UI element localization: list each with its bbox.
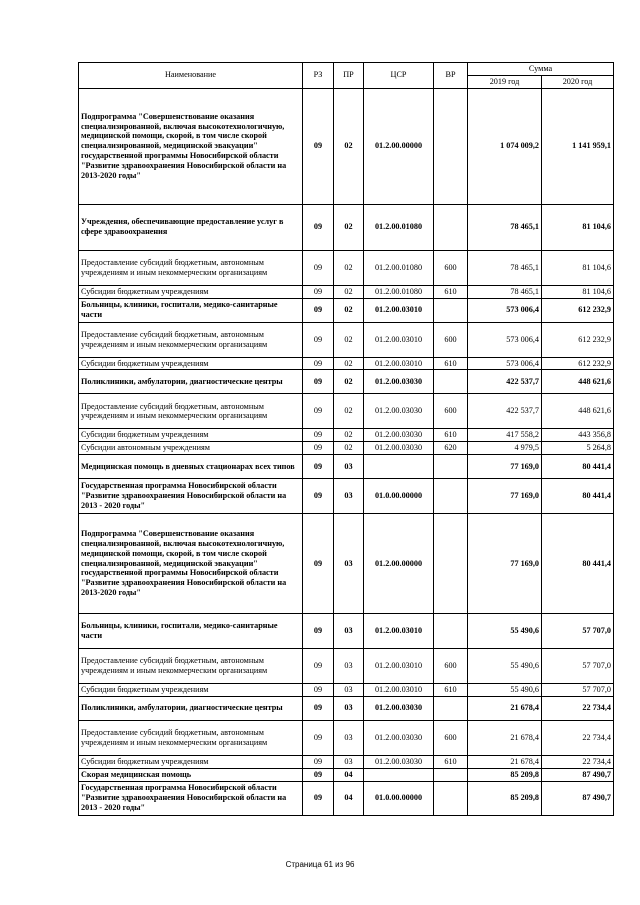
cell-csr: 01.2.00.01080 — [364, 204, 434, 250]
cell-pr: 03 — [334, 455, 364, 479]
table-row — [79, 781, 614, 815]
cell-sum-2019: 21 678,4 — [468, 696, 542, 720]
cell-sum-2019: 55 490,6 — [468, 649, 542, 684]
cell-csr: 01.2.00.03030 — [364, 394, 434, 429]
cell-name: Субсидии бюджетным учреждениям — [79, 357, 303, 370]
cell-rz: 09 — [303, 781, 334, 815]
cell-vr — [434, 479, 468, 514]
cell-vr: 610 — [434, 285, 468, 298]
cell-sum-2019: 573 006,4 — [468, 322, 542, 357]
cell-vr: 600 — [434, 322, 468, 357]
cell-csr: 01.2.00.03030 — [364, 442, 434, 455]
cell-sum-2019: 55 490,6 — [468, 684, 542, 697]
cell-pr: 04 — [334, 781, 364, 815]
cell-rz: 09 — [303, 720, 334, 755]
cell-csr: 01.2.00.03010 — [364, 357, 434, 370]
cell-pr: 02 — [334, 88, 364, 204]
cell-pr: 03 — [334, 649, 364, 684]
cell-sum-2020: 57 707,0 — [542, 684, 614, 697]
cell-name: Субсидии бюджетным учреждениям — [79, 285, 303, 298]
table-row — [79, 394, 614, 429]
cell-csr: 01.2.00.03010 — [364, 298, 434, 322]
cell-name: Предоставление субсидий бюджетным, автономным учреждениям и иным некоммерческим организациям — [79, 394, 303, 429]
table-row — [79, 250, 614, 285]
cell-name: Государственная программа Новосибирской области "Развитие здравоохранения Новосибирской области на 2013 - 2020 годы" — [79, 781, 303, 815]
table-row — [79, 88, 614, 204]
header-csr: ЦСР — [364, 63, 434, 89]
cell-rz: 09 — [303, 357, 334, 370]
cell-sum-2019: 573 006,4 — [468, 298, 542, 322]
cell-sum-2020: 448 621,6 — [542, 370, 614, 394]
cell-csr: 01.2.00.03030 — [364, 755, 434, 768]
cell-sum-2020: 443 356,8 — [542, 429, 614, 442]
table-row — [79, 204, 614, 250]
cell-pr: 03 — [334, 720, 364, 755]
cell-sum-2019: 55 490,6 — [468, 614, 542, 649]
cell-sum-2020: 81 104,6 — [542, 285, 614, 298]
cell-vr — [434, 781, 468, 815]
cell-vr — [434, 204, 468, 250]
header-year-2020: 2020 год — [542, 75, 614, 88]
cell-name: Подпрограмма "Совершенствование оказания специализированной, включая высокотехнологичную, медицинской помощи, скорой, в том числе скорой специализированной, медицинской эвакуации" государственной программы Новосибирской области "Развитие здравоохранения Новосибирской области на 2013-2020 годы" — [79, 88, 303, 204]
table-row — [79, 455, 614, 479]
cell-vr: 610 — [434, 429, 468, 442]
cell-vr — [434, 514, 468, 614]
cell-vr: 600 — [434, 250, 468, 285]
cell-sum-2020: 87 490,7 — [542, 768, 614, 781]
table-row — [79, 357, 614, 370]
cell-sum-2020: 22 734,4 — [542, 696, 614, 720]
cell-rz: 09 — [303, 479, 334, 514]
cell-sum-2019: 85 209,8 — [468, 768, 542, 781]
cell-name: Медицинская помощь в дневных стационарах всех типов — [79, 455, 303, 479]
cell-sum-2020: 612 232,9 — [542, 322, 614, 357]
cell-pr: 02 — [334, 298, 364, 322]
table-row — [79, 755, 614, 768]
cell-pr: 02 — [334, 429, 364, 442]
cell-csr — [364, 455, 434, 479]
cell-sum-2019: 77 169,0 — [468, 455, 542, 479]
cell-name: Предоставление субсидий бюджетным, автономным учреждениям и иным некоммерческим организациям — [79, 250, 303, 285]
cell-vr: 600 — [434, 720, 468, 755]
cell-csr: 01.2.00.01080 — [364, 250, 434, 285]
cell-rz: 09 — [303, 649, 334, 684]
cell-csr: 01.2.00.03010 — [364, 649, 434, 684]
cell-vr — [434, 614, 468, 649]
cell-csr: 01.2.00.00000 — [364, 514, 434, 614]
table-row — [79, 720, 614, 755]
cell-pr: 02 — [334, 322, 364, 357]
cell-name: Больницы, клиники, госпитали, медико-санитарные части — [79, 298, 303, 322]
table-row — [79, 614, 614, 649]
cell-csr: 01.0.00.00000 — [364, 479, 434, 514]
cell-sum-2019: 77 169,0 — [468, 514, 542, 614]
cell-rz: 09 — [303, 285, 334, 298]
cell-sum-2019: 4 979,5 — [468, 442, 542, 455]
cell-sum-2020: 612 232,9 — [542, 298, 614, 322]
cell-sum-2020: 448 621,6 — [542, 394, 614, 429]
cell-csr: 01.2.00.03030 — [364, 720, 434, 755]
header-name: Наименование — [79, 63, 303, 89]
table-row — [79, 285, 614, 298]
cell-rz: 09 — [303, 455, 334, 479]
cell-pr: 02 — [334, 250, 364, 285]
cell-rz: 09 — [303, 429, 334, 442]
cell-name: Государственная программа Новосибирской области "Развитие здравоохранения Новосибирской области на 2013 - 2020 годы" — [79, 479, 303, 514]
cell-csr: 01.2.00.00000 — [364, 88, 434, 204]
cell-name: Предоставление субсидий бюджетным, автономным учреждениям и иным некоммерческим организациям — [79, 649, 303, 684]
cell-pr: 03 — [334, 696, 364, 720]
cell-sum-2019: 78 465,1 — [468, 204, 542, 250]
cell-pr: 03 — [334, 614, 364, 649]
cell-csr: 01.2.00.03030 — [364, 429, 434, 442]
cell-pr: 02 — [334, 394, 364, 429]
cell-sum-2019: 78 465,1 — [468, 250, 542, 285]
cell-rz: 09 — [303, 768, 334, 781]
cell-sum-2019: 21 678,4 — [468, 755, 542, 768]
table-row — [79, 479, 614, 514]
cell-csr: 01.0.00.00000 — [364, 781, 434, 815]
cell-vr — [434, 455, 468, 479]
table-row — [79, 696, 614, 720]
cell-vr — [434, 298, 468, 322]
cell-csr: 01.2.00.03010 — [364, 684, 434, 697]
cell-rz: 09 — [303, 370, 334, 394]
cell-name: Больницы, клиники, госпитали, медико-санитарные части — [79, 614, 303, 649]
table-row — [79, 442, 614, 455]
cell-name: Предоставление субсидий бюджетным, автономным учреждениям и иным некоммерческим организациям — [79, 322, 303, 357]
table-row — [79, 514, 614, 614]
cell-csr: 01.2.00.01080 — [364, 285, 434, 298]
cell-csr: 01.2.00.03030 — [364, 370, 434, 394]
table-row — [79, 684, 614, 697]
table-row — [79, 322, 614, 357]
cell-name: Субсидии автономным учреждениям — [79, 442, 303, 455]
cell-rz: 09 — [303, 88, 334, 204]
cell-sum-2020: 612 232,9 — [542, 357, 614, 370]
cell-rz: 09 — [303, 684, 334, 697]
header-vr: ВР — [434, 63, 468, 89]
cell-rz: 09 — [303, 322, 334, 357]
cell-name: Предоставление субсидий бюджетным, автономным учреждениям и иным некоммерческим организациям — [79, 720, 303, 755]
cell-sum-2019: 85 209,8 — [468, 781, 542, 815]
cell-sum-2020: 80 441,4 — [542, 514, 614, 614]
cell-sum-2020: 22 734,4 — [542, 720, 614, 755]
cell-sum-2020: 81 104,6 — [542, 250, 614, 285]
cell-csr — [364, 768, 434, 781]
cell-name: Поликлиники, амбулатории, диагностические центры — [79, 696, 303, 720]
cell-rz: 09 — [303, 442, 334, 455]
header-sum: Сумма — [468, 63, 614, 76]
cell-sum-2020: 1 141 959,1 — [542, 88, 614, 204]
cell-sum-2020: 80 441,4 — [542, 479, 614, 514]
cell-name: Субсидии бюджетным учреждениям — [79, 684, 303, 697]
cell-sum-2019: 21 678,4 — [468, 720, 542, 755]
cell-sum-2020: 80 441,4 — [542, 455, 614, 479]
table-row — [79, 370, 614, 394]
cell-sum-2020: 81 104,6 — [542, 204, 614, 250]
cell-name: Скорая медицинская помощь — [79, 768, 303, 781]
cell-sum-2019: 422 537,7 — [468, 394, 542, 429]
cell-rz: 09 — [303, 250, 334, 285]
cell-pr: 02 — [334, 204, 364, 250]
cell-csr: 01.2.00.03010 — [364, 614, 434, 649]
cell-sum-2020: 87 490,7 — [542, 781, 614, 815]
page-number: Страница 61 из 96 — [285, 860, 355, 869]
table-row — [79, 768, 614, 781]
table-row — [79, 298, 614, 322]
cell-name: Субсидии бюджетным учреждениям — [79, 429, 303, 442]
cell-rz: 09 — [303, 755, 334, 768]
table-body — [79, 88, 614, 815]
cell-pr: 03 — [334, 514, 364, 614]
cell-csr: 01.2.00.03030 — [364, 696, 434, 720]
cell-pr: 03 — [334, 684, 364, 697]
cell-rz: 09 — [303, 394, 334, 429]
budget-table — [78, 62, 614, 816]
cell-rz: 09 — [303, 696, 334, 720]
cell-sum-2020: 22 734,4 — [542, 755, 614, 768]
cell-sum-2020: 5 264,8 — [542, 442, 614, 455]
cell-sum-2019: 422 537,7 — [468, 370, 542, 394]
cell-pr: 02 — [334, 357, 364, 370]
cell-vr: 610 — [434, 755, 468, 768]
cell-sum-2019: 78 465,1 — [468, 285, 542, 298]
cell-csr: 01.2.00.03010 — [364, 322, 434, 357]
cell-vr: 610 — [434, 684, 468, 697]
header-pr: ПР — [334, 63, 364, 89]
cell-name: Поликлиники, амбулатории, диагностические центры — [79, 370, 303, 394]
cell-pr: 03 — [334, 755, 364, 768]
cell-sum-2020: 57 707,0 — [542, 614, 614, 649]
cell-vr — [434, 88, 468, 204]
cell-pr: 04 — [334, 768, 364, 781]
table-header — [79, 63, 614, 89]
table-row — [79, 649, 614, 684]
cell-sum-2019: 77 169,0 — [468, 479, 542, 514]
cell-vr — [434, 370, 468, 394]
header-rz: РЗ — [303, 63, 334, 89]
cell-rz: 09 — [303, 298, 334, 322]
cell-pr: 02 — [334, 442, 364, 455]
cell-vr — [434, 768, 468, 781]
cell-vr: 600 — [434, 649, 468, 684]
cell-rz: 09 — [303, 204, 334, 250]
cell-vr: 620 — [434, 442, 468, 455]
cell-name: Подпрограмма "Совершенствование оказания специализированной, включая высокотехнологичную, медицинской помощи, скорой, в том числе скорой специализированной, медицинской эвакуации" государственной программы Новосибирской области "Развитие здравоохранения Новосибирской области на 2013-2020 годы" — [79, 514, 303, 614]
cell-vr — [434, 696, 468, 720]
cell-sum-2019: 417 558,2 — [468, 429, 542, 442]
cell-pr: 02 — [334, 285, 364, 298]
cell-vr: 600 — [434, 394, 468, 429]
cell-name: Субсидии бюджетным учреждениям — [79, 755, 303, 768]
table-row — [79, 429, 614, 442]
cell-vr: 610 — [434, 357, 468, 370]
cell-rz: 09 — [303, 614, 334, 649]
cell-sum-2019: 573 006,4 — [468, 357, 542, 370]
cell-pr: 02 — [334, 370, 364, 394]
header-year-2019: 2019 год — [468, 75, 542, 88]
cell-sum-2019: 1 074 009,2 — [468, 88, 542, 204]
cell-name: Учреждения, обеспечивающие предоставление услуг в сфере здравоохранения — [79, 204, 303, 250]
cell-sum-2020: 57 707,0 — [542, 649, 614, 684]
cell-rz: 09 — [303, 514, 334, 614]
cell-pr: 03 — [334, 479, 364, 514]
